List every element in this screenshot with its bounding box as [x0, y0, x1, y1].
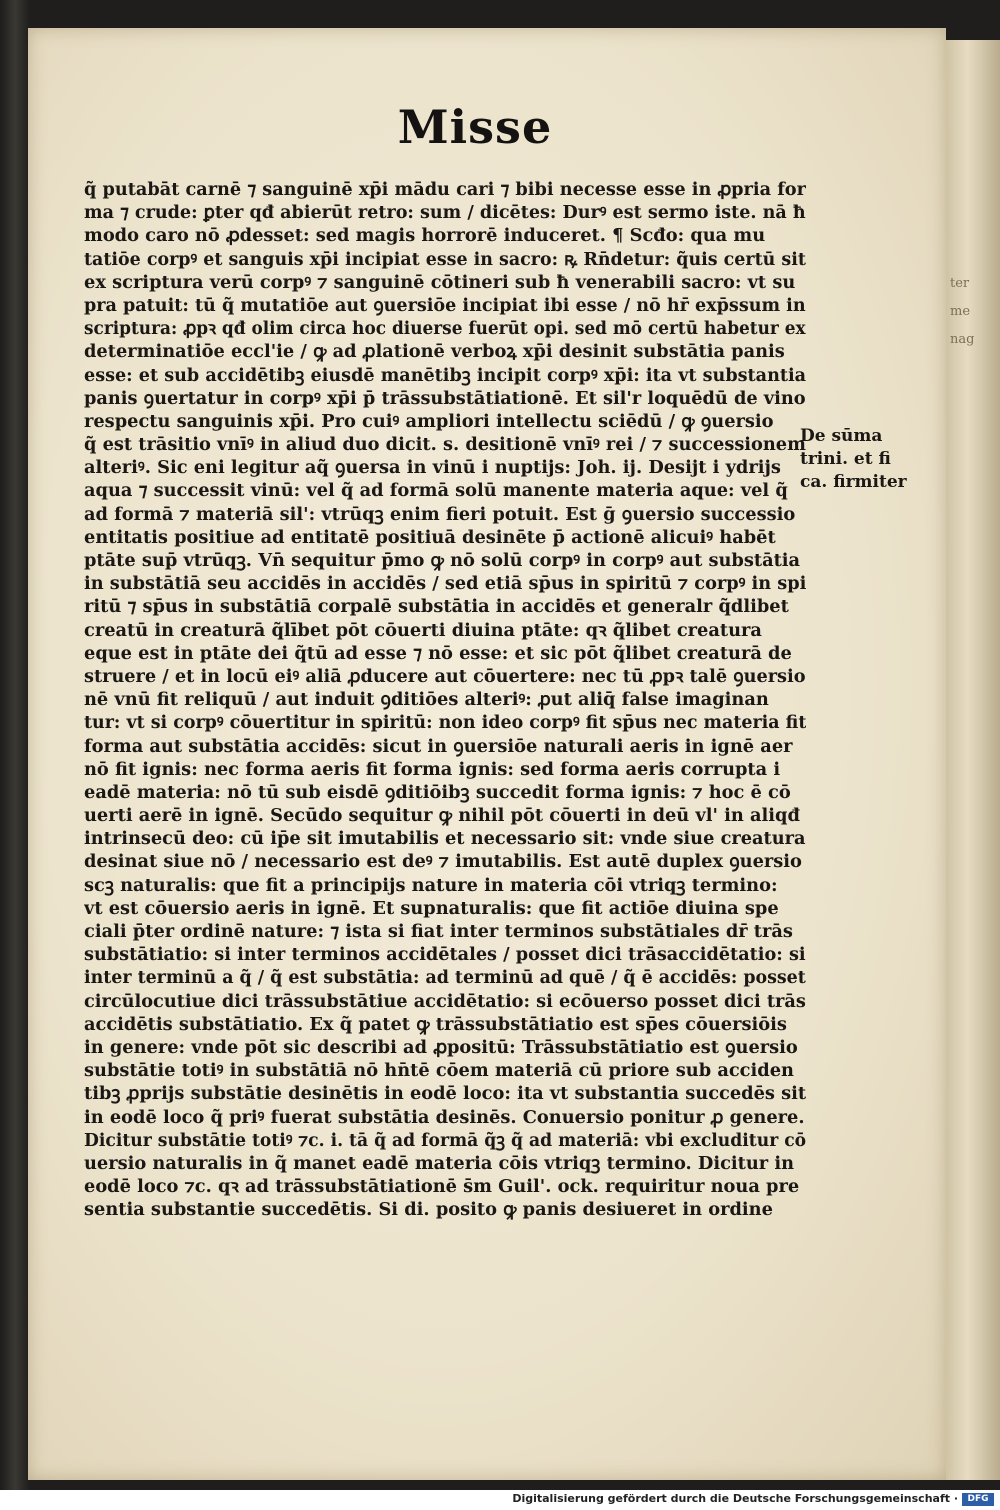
marginal-note-line: trini. et fi — [800, 449, 891, 469]
text-line: nō fit ignis: nec forma aeris fit forma ignis: sed forma aeris corrupta i — [84, 758, 781, 780]
ghost-line: nag — [950, 332, 975, 347]
text-line: in genere: vnde pōt sic describi ad ꝓpositū: Trāssubstātiatio est ꝯuersio — [84, 1036, 798, 1058]
text-line: desinat siue nō / necessario est deꝰ ⁊ imutabilis. Est autē duplex ꝯuersio — [84, 851, 802, 873]
text-line: ex scriptura verū corpꝰ ⁊ sanguinē cōtineri sub ħ venerabili sacro: vt su — [84, 271, 796, 293]
text-line: struere / et in locū eiꝰ aliā ꝓducere aut cōuertere: nec tū ꝓpꝛ talē ꝯuersio — [84, 665, 806, 687]
text-line: inter terminū a q̃ / q̃ est substātia: ad terminū ad quē / q̃ ē accidēs: posset — [84, 967, 806, 989]
funding-credit: Digitalisierung gefördert durch die Deutsche Forschungsgemeinschaft · — [512, 1492, 958, 1505]
text-line: eadē materia: nō tū sub eisdē ꝯditiōibꝫ succedit forma ignis: ⁊ hoc ē cō — [84, 781, 791, 803]
page-headline: Misse — [397, 100, 553, 154]
text-line: determinatiōe eccl'ie / ꝙ ad ꝓlationē verboꝝ xp̄i desinit substātia panis — [84, 341, 785, 363]
text-line: aqua ⁊ successit vinū: vel q̃ ad formā solū manente materia aque: vel q̃ — [84, 480, 788, 502]
next-page-edge — [946, 40, 1000, 1480]
body-text-block — [84, 178, 806, 1221]
text-line: panis ꝯuertatur in corpꝰ xp̄i p̄ trāssubstātiationē. Et sil'r loquēdū de vino — [84, 387, 806, 409]
text-line: creatū in creaturā q̃lībet pōt cōuerti diuina ptāte: qꝛ q̃libet creatura — [84, 619, 762, 641]
text-line: vt est cōuersio aeris in ignē. Et supnaturalis: que fit actiōe diuina spe — [84, 897, 779, 919]
text-line: circūlocutiue dici trāssubstātiue accidētatio: si ecōuerso posset dici trās — [84, 990, 806, 1012]
text-line: sentia substantie succedētis. Si di. posito ꝙ panis desiueret in ordine — [84, 1199, 773, 1221]
text-line: scriptura: ꝓpꝛ qđ olim circa hoc diuerse fuerūt opi. sed mō certū habetur ex — [84, 318, 806, 340]
text-line: substātiatio: si inter terminos accidētales / posset dici trāsaccidētatio: si — [84, 944, 806, 966]
text-line: scꝫ naturalis: que fit a principijs nature in materia cōi vtriqꝫ termino: — [84, 874, 778, 896]
text-line: ciali p̄ter ordinē nature: ⁊ ista si fiat inter terminos substātiales dr̄ trās — [84, 921, 793, 942]
text-line: ad formā ⁊ materiā sil': vtrūqꝫ enim fieri potuit. Est ḡ ꝯuersio successio — [84, 503, 796, 525]
text-line: esse: et sub accidētibꝫ eiusdē manētibꝫ incipit corpꝰ xp̄i: ita vt substantia — [84, 364, 806, 386]
text-line: eodē loco ⁊c. qꝛ ad trāssubstātiationē s̄m Guil'. ock. requiritur noua pre — [84, 1176, 800, 1198]
text-line: in substātiā seu accidēs in accidēs / sed etiā sp̄us in spiritū ⁊ corpꝰ in spi — [84, 573, 806, 595]
dfg-logo: DFG — [962, 1493, 994, 1506]
text-line: entitatis positiue ad entitatē positiuā desinēte p̄ actionē alicuiꝰ habēt — [84, 526, 776, 548]
text-line: tatiōe corpꝰ et sanguis xp̄i incipiat esse in sacro: ꝶ Rn̄detur: q̃uis certū sit — [84, 248, 806, 270]
ghost-line: ter — [950, 276, 970, 291]
text-line: ma ⁊ crude: ꝑter qđ abierūt retro: sum / dicētes: Durꝰ est sermo iste. nā ħ — [84, 202, 806, 224]
text-line: q̃ putabāt carnē ⁊ sanguinē xp̄i mādu cari ⁊ bibi necesse esse in ꝓpria for — [84, 179, 806, 200]
ghost-line: me — [950, 304, 971, 319]
text-line: uersio naturalis in q̃ manet eadē materia cōis vtriqꝫ termino. Dicitur in — [84, 1152, 795, 1174]
marginal-note — [800, 425, 920, 494]
text-line: tibꝫ ꝓprijs substātie desinētis in eodē loco: ita vt substantia succedēs sit — [84, 1083, 806, 1105]
text-line: pra patuit: tū q̃ mutatiōe aut ꝯuersiōe incipiat ibi esse / nō hr̄ exp̄ssum in — [84, 294, 806, 316]
text-line: uerti aerē in ignē. Secūdo sequitur ꝙ nihil pōt cōuerti in deū vl' in aliqđ — [84, 805, 800, 827]
marginal-note-line: De sūma — [800, 426, 883, 446]
marginal-note-line: ca. firmiter — [800, 472, 907, 492]
text-line: tur: vt si corpꝰ cōuertitur in spiritū: non ideo corpꝰ fit sp̄us nec materia fit — [84, 712, 806, 734]
text-line: modo caro nō ꝓdesset: sed magis horrorē induceret. ¶ Scđo: qua mu — [84, 225, 766, 247]
text-line: ptāte sup̄ vtrūqꝫ. Vn̄ sequitur p̄mo ꝙ nō solū corpꝰ in corpꝰ aut substātia — [84, 550, 801, 571]
text-line: forma aut substātia accidēs: sicut in ꝯuersiōe naturali aeris in ignē aer — [84, 735, 793, 757]
text-line: alteriꝰ. Sic eni legitur aq̃ ꝯuersa in vinū i nuptijs: Joh. ij. Desijt i ydrijs — [84, 457, 781, 479]
text-line: ritū ⁊ sp̄us in substātiā corpalē substātia in accidēs et generalr q̃dlibet — [84, 596, 789, 618]
text-line: eque est in ptāte dei q̃tū ad esse ⁊ nō esse: et sic pōt q̃libet creaturā de — [84, 642, 792, 664]
text-line: q̃ est trāsitio vnīꝰ in aliud duo dicit. s. desitionē vnīꝰ rei / ⁊ successionem — [84, 434, 806, 456]
footer-bar — [0, 1490, 1000, 1510]
text-line: nē vnū fit reliquū / aut induit ꝯditiōes alteriꝰ: ꝓut aliq̄ false imaginan — [84, 689, 769, 711]
next-page-ghost-text — [950, 270, 996, 354]
text-line: respectu sanguinis xp̄i. Pro cuiꝰ ampliori intellectu sciēdū / ꝙ ꝯuersio — [84, 410, 774, 432]
text-line: Dicitur substātie totiꝰ ⁊c. i. tā q̃ ad formā q̃ꝫ q̃ ad materiā: vbi excluditur cō — [84, 1129, 806, 1151]
text-line: accidētis substātiatio. Ex q̃ patet ꝙ trāssubstātiatio est sp̄es cōuersiōis — [84, 1013, 787, 1035]
text-line: substātie totiꝰ in substātiā nō hn̄tē cōem materiā cū priore sub acciden — [84, 1060, 794, 1082]
text-line: intrinsecū deo: cū ip̄e sit imutabilis et necessario sit: vnde siue creatura — [84, 828, 806, 850]
text-line: in eodē loco q̃ priꝰ fuerat substātia desinēs. Conuersio ponitur ꝓ genere. — [84, 1106, 805, 1128]
